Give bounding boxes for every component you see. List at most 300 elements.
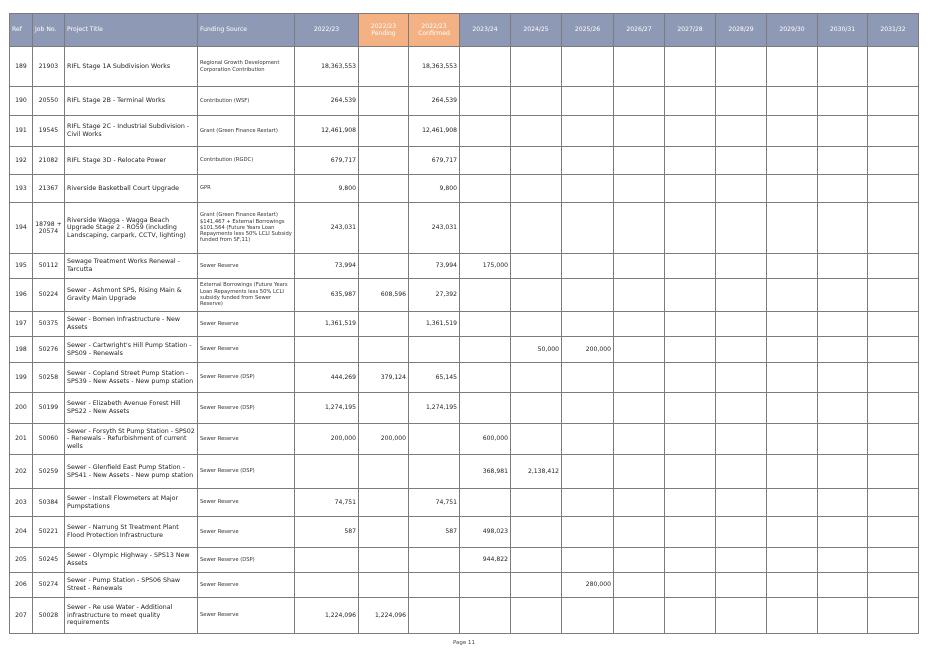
- funding-source-cell: Sewer Reserve: [198, 573, 295, 598]
- value-cell: [460, 47, 511, 87]
- job-no-cell: 19545: [33, 116, 65, 147]
- project-title-cell: RIFL Stage 2B - Terminal Works: [65, 87, 198, 116]
- value-cell: [359, 517, 409, 548]
- value-cell: [868, 254, 919, 279]
- value-cell: 944,822: [460, 548, 511, 573]
- job-no-cell: 50028: [33, 598, 65, 634]
- value-cell: [511, 363, 562, 393]
- value-cell: [716, 337, 767, 363]
- project-title-cell: Sewer - Ashmont SPS, Rising Main & Gravity Main Upgrade: [65, 279, 198, 312]
- value-cell: [767, 489, 818, 517]
- value-cell: [562, 87, 614, 116]
- value-cell: [614, 548, 665, 573]
- value-cell: [614, 393, 665, 424]
- value-cell: [460, 393, 511, 424]
- value-cell: [767, 47, 818, 87]
- value-cell: [359, 87, 409, 116]
- value-cell: [562, 47, 614, 87]
- value-cell: [665, 312, 716, 337]
- header-year-10: 2030/31: [818, 14, 868, 47]
- value-cell: [614, 203, 665, 254]
- value-cell: [818, 147, 868, 175]
- value-cell: [562, 517, 614, 548]
- job-no-cell: 50276: [33, 337, 65, 363]
- value-cell: [868, 337, 919, 363]
- value-cell: [868, 47, 919, 87]
- value-cell: [460, 312, 511, 337]
- value-cell: [614, 254, 665, 279]
- value-cell: [716, 489, 767, 517]
- value-cell: 368,981: [460, 455, 511, 489]
- value-cell: [767, 573, 818, 598]
- value-cell: [716, 116, 767, 147]
- value-cell: 18,363,553: [409, 47, 460, 87]
- value-cell: [767, 175, 818, 203]
- header-year-5: 2025/26: [562, 14, 614, 47]
- ref-cell: 192: [10, 147, 33, 175]
- funding-source-cell: Sewer Reserve: [198, 489, 295, 517]
- value-cell: 1,274,195: [295, 393, 359, 424]
- project-title-cell: Sewer - Bomen Infrastructure - New Assets: [65, 312, 198, 337]
- ref-cell: 190: [10, 87, 33, 116]
- job-no-cell: 50224: [33, 279, 65, 312]
- value-cell: [665, 279, 716, 312]
- value-cell: [409, 455, 460, 489]
- header-year-7: 2027/28: [665, 14, 716, 47]
- funding-source-cell: Sewer Reserve (DSP): [198, 455, 295, 489]
- value-cell: [767, 254, 818, 279]
- value-cell: [716, 254, 767, 279]
- value-cell: 635,987: [295, 279, 359, 312]
- value-cell: [614, 87, 665, 116]
- value-cell: [359, 175, 409, 203]
- funding-source-cell: GPR: [198, 175, 295, 203]
- value-cell: 9,800: [295, 175, 359, 203]
- table-row: [10, 363, 919, 393]
- value-cell: [511, 87, 562, 116]
- value-cell: [767, 147, 818, 175]
- value-cell: [665, 203, 716, 254]
- value-cell: [460, 203, 511, 254]
- value-cell: 200,000: [359, 424, 409, 455]
- value-cell: [562, 489, 614, 517]
- value-cell: 444,269: [295, 363, 359, 393]
- value-cell: [767, 279, 818, 312]
- value-cell: 379,124: [359, 363, 409, 393]
- project-title-cell: RIFL Stage 3D - Relocate Power: [65, 147, 198, 175]
- value-cell: [716, 363, 767, 393]
- job-no-cell: 21903: [33, 47, 65, 87]
- value-cell: [665, 455, 716, 489]
- value-cell: 27,392: [409, 279, 460, 312]
- project-title-cell: Riverside Wagga - Wagga Beach Upgrade Stage 2 - RO59 (including Landscaping, carpark, CCTV, lighting): [65, 203, 198, 254]
- ref-cell: 202: [10, 455, 33, 489]
- table-row: [10, 254, 919, 279]
- funding-source-cell: Sewer Reserve (DSP): [198, 363, 295, 393]
- value-cell: [295, 455, 359, 489]
- value-cell: [818, 337, 868, 363]
- value-cell: [818, 489, 868, 517]
- value-cell: [359, 455, 409, 489]
- job-no-cell: 50274: [33, 573, 65, 598]
- funding-source-cell: Sewer Reserve: [198, 598, 295, 634]
- value-cell: [818, 203, 868, 254]
- value-cell: [562, 424, 614, 455]
- value-cell: [716, 517, 767, 548]
- value-cell: 243,031: [409, 203, 460, 254]
- value-cell: [511, 548, 562, 573]
- value-cell: 280,000: [562, 573, 614, 598]
- value-cell: [716, 424, 767, 455]
- header-year-1: 2022/23 Pending: [359, 14, 409, 47]
- project-title-cell: Sewage Treatment Works Renewal - Tarcutta: [65, 254, 198, 279]
- value-cell: 73,994: [295, 254, 359, 279]
- value-cell: [818, 175, 868, 203]
- value-cell: [818, 393, 868, 424]
- value-cell: [511, 175, 562, 203]
- value-cell: [868, 363, 919, 393]
- table-row: [10, 455, 919, 489]
- value-cell: [868, 279, 919, 312]
- funding-source-cell: Sewer Reserve: [198, 312, 295, 337]
- ref-cell: 207: [10, 598, 33, 634]
- funding-source-cell: Sewer Reserve (DSP): [198, 548, 295, 573]
- funding-source-cell: Sewer Reserve (DSP): [198, 393, 295, 424]
- value-cell: [818, 517, 868, 548]
- value-cell: 200,000: [295, 424, 359, 455]
- table-row: [10, 87, 919, 116]
- value-cell: [614, 312, 665, 337]
- project-title-cell: Sewer - Cartwright's Hill Pump Station - SPS09 - Renewals: [65, 337, 198, 363]
- ref-cell: 200: [10, 393, 33, 424]
- header-year-3: 2023/24: [460, 14, 511, 47]
- ref-cell: 196: [10, 279, 33, 312]
- table-row: [10, 424, 919, 455]
- ref-cell: 195: [10, 254, 33, 279]
- value-cell: [868, 203, 919, 254]
- value-cell: [562, 279, 614, 312]
- value-cell: [460, 87, 511, 116]
- table-row: [10, 47, 919, 87]
- job-no-cell: 21367: [33, 175, 65, 203]
- header-year-11: 2031/32: [868, 14, 919, 47]
- table-header-row: [10, 14, 919, 47]
- value-cell: [614, 598, 665, 634]
- value-cell: [716, 147, 767, 175]
- value-cell: [614, 489, 665, 517]
- table-row: [10, 573, 919, 598]
- project-title-cell: Riverside Basketball Court Upgrade: [65, 175, 198, 203]
- job-no-cell: 18798 + 20574: [33, 203, 65, 254]
- value-cell: [818, 363, 868, 393]
- value-cell: [511, 598, 562, 634]
- value-cell: [562, 147, 614, 175]
- value-cell: [460, 147, 511, 175]
- value-cell: [767, 548, 818, 573]
- funding-source-cell: Regional Growth Development Corporation Contribution: [198, 47, 295, 87]
- job-no-cell: 50221: [33, 517, 65, 548]
- funding-source-cell: Grant (Green Finance Restart): [198, 116, 295, 147]
- value-cell: 264,539: [295, 87, 359, 116]
- header-year-0: 2022/23: [295, 14, 359, 47]
- table-row: [10, 337, 919, 363]
- value-cell: [614, 47, 665, 87]
- funding-source-cell: Sewer Reserve: [198, 424, 295, 455]
- value-cell: [716, 312, 767, 337]
- value-cell: [868, 116, 919, 147]
- value-cell: 9,800: [409, 175, 460, 203]
- value-cell: [716, 598, 767, 634]
- value-cell: [359, 254, 409, 279]
- value-cell: [511, 147, 562, 175]
- project-title-cell: RIFL Stage 2C - Industrial Subdivision - Civil Works: [65, 116, 198, 147]
- value-cell: 12,461,908: [295, 116, 359, 147]
- table-row: [10, 517, 919, 548]
- value-cell: [818, 87, 868, 116]
- job-no-cell: 50375: [33, 312, 65, 337]
- value-cell: [665, 573, 716, 598]
- value-cell: [868, 455, 919, 489]
- value-cell: [562, 116, 614, 147]
- funding-source-cell: Contribution (RGDC): [198, 147, 295, 175]
- project-title-cell: Sewer - Elizabeth Avenue Forest Hill SPS22 - New Assets: [65, 393, 198, 424]
- funding-source-cell: Sewer Reserve: [198, 517, 295, 548]
- value-cell: 587: [295, 517, 359, 548]
- value-cell: [767, 393, 818, 424]
- project-title-cell: Sewer - Forsyth St Pump Station - SPS02 - Renewals - Refurbishment of current wells: [65, 424, 198, 455]
- value-cell: [716, 393, 767, 424]
- ref-cell: 197: [10, 312, 33, 337]
- value-cell: 175,000: [460, 254, 511, 279]
- ref-cell: 201: [10, 424, 33, 455]
- value-cell: [767, 455, 818, 489]
- value-cell: [868, 424, 919, 455]
- value-cell: [767, 424, 818, 455]
- value-cell: [665, 116, 716, 147]
- ref-cell: 194: [10, 203, 33, 254]
- value-cell: [716, 548, 767, 573]
- value-cell: [868, 175, 919, 203]
- value-cell: [665, 598, 716, 634]
- value-cell: 608,596: [359, 279, 409, 312]
- value-cell: [460, 116, 511, 147]
- value-cell: 2,138,412: [511, 455, 562, 489]
- value-cell: [562, 203, 614, 254]
- project-title-cell: Sewer - Copland Street Pump Station - SPS39 - New Assets - New pump station: [65, 363, 198, 393]
- ref-cell: 203: [10, 489, 33, 517]
- job-no-cell: 50060: [33, 424, 65, 455]
- value-cell: [511, 573, 562, 598]
- funding-source-cell: Sewer Reserve: [198, 254, 295, 279]
- value-cell: [868, 517, 919, 548]
- value-cell: [511, 254, 562, 279]
- value-cell: 12,461,908: [409, 116, 460, 147]
- value-cell: 73,994: [409, 254, 460, 279]
- value-cell: 264,539: [409, 87, 460, 116]
- value-cell: [359, 203, 409, 254]
- value-cell: [818, 254, 868, 279]
- project-title-cell: Sewer - Install Flowmeters at Major Pumpstations: [65, 489, 198, 517]
- value-cell: 200,000: [562, 337, 614, 363]
- value-cell: [868, 312, 919, 337]
- project-title-cell: Sewer - Re use Water - Additional infrastructure to meet quality requirements: [65, 598, 198, 634]
- value-cell: 74,751: [409, 489, 460, 517]
- value-cell: [665, 489, 716, 517]
- value-cell: [665, 337, 716, 363]
- value-cell: [665, 175, 716, 203]
- job-no-cell: 50259: [33, 455, 65, 489]
- value-cell: [562, 598, 614, 634]
- value-cell: [665, 254, 716, 279]
- project-title-cell: Sewer - Narrung St Treatment Plant Flood Protection Infrastructure: [65, 517, 198, 548]
- ref-cell: 204: [10, 517, 33, 548]
- header-ref: Ref: [10, 14, 33, 47]
- table-row: [10, 175, 919, 203]
- value-cell: [359, 312, 409, 337]
- value-cell: [716, 573, 767, 598]
- value-cell: [359, 548, 409, 573]
- ref-cell: 199: [10, 363, 33, 393]
- value-cell: 65,145: [409, 363, 460, 393]
- project-title-cell: Sewer - Glenfield East Pump Station - SPS41 - New Assets - New pump station: [65, 455, 198, 489]
- value-cell: [295, 337, 359, 363]
- funding-source-cell: Sewer Reserve: [198, 337, 295, 363]
- ref-cell: 189: [10, 47, 33, 87]
- value-cell: [511, 517, 562, 548]
- value-cell: [818, 573, 868, 598]
- value-cell: [716, 47, 767, 87]
- value-cell: 1,361,519: [409, 312, 460, 337]
- value-cell: [818, 455, 868, 489]
- value-cell: [614, 175, 665, 203]
- value-cell: [614, 147, 665, 175]
- value-cell: [614, 363, 665, 393]
- table-row: [10, 116, 919, 147]
- value-cell: [511, 424, 562, 455]
- project-title-cell: Sewer - Olympic Highway - SPS13 New Assets: [65, 548, 198, 573]
- value-cell: [868, 393, 919, 424]
- value-cell: [716, 279, 767, 312]
- value-cell: [716, 455, 767, 489]
- table-row: [10, 393, 919, 424]
- value-cell: 50,000: [511, 337, 562, 363]
- value-cell: [818, 47, 868, 87]
- value-cell: [614, 455, 665, 489]
- value-cell: [359, 147, 409, 175]
- value-cell: [562, 363, 614, 393]
- value-cell: [460, 573, 511, 598]
- value-cell: [716, 203, 767, 254]
- funding-source-cell: Grant (Green Finance Restart) $141,467 + External Borrowings $101,564 (Future Years Loan Repayments less 50% LCLI Subsidy funded from SF,11): [198, 203, 295, 254]
- value-cell: [818, 598, 868, 634]
- value-cell: 1,224,096: [359, 598, 409, 634]
- value-cell: 18,363,553: [295, 47, 359, 87]
- value-cell: 1,224,096: [295, 598, 359, 634]
- page-number: Page 11: [452, 640, 476, 646]
- value-cell: [511, 393, 562, 424]
- value-cell: [665, 87, 716, 116]
- value-cell: [868, 87, 919, 116]
- header-job-no: Job No.: [33, 14, 65, 47]
- value-cell: [818, 548, 868, 573]
- value-cell: 1,274,195: [409, 393, 460, 424]
- value-cell: 587: [409, 517, 460, 548]
- value-cell: [767, 517, 818, 548]
- value-cell: [767, 116, 818, 147]
- value-cell: [665, 424, 716, 455]
- ref-cell: 193: [10, 175, 33, 203]
- header-year-6: 2026/27: [614, 14, 665, 47]
- value-cell: [409, 573, 460, 598]
- project-title-cell: RIFL Stage 1A Subdivision Works: [65, 47, 198, 87]
- value-cell: [562, 175, 614, 203]
- header-project-title: Project Title: [65, 14, 198, 47]
- value-cell: [818, 424, 868, 455]
- value-cell: [359, 573, 409, 598]
- ref-cell: 205: [10, 548, 33, 573]
- header-year-8: 2028/29: [716, 14, 767, 47]
- value-cell: [511, 116, 562, 147]
- job-no-cell: 21082: [33, 147, 65, 175]
- value-cell: [511, 489, 562, 517]
- value-cell: [665, 393, 716, 424]
- value-cell: [665, 548, 716, 573]
- header-funding-source: Funding Source: [198, 14, 295, 47]
- value-cell: [562, 254, 614, 279]
- value-cell: [614, 337, 665, 363]
- value-cell: [511, 279, 562, 312]
- value-cell: [460, 489, 511, 517]
- value-cell: [767, 337, 818, 363]
- header-year-9: 2029/30: [767, 14, 818, 47]
- funding-source-cell: Contribution (WSF): [198, 87, 295, 116]
- value-cell: [359, 337, 409, 363]
- value-cell: [614, 517, 665, 548]
- capital-works-table: [9, 13, 919, 634]
- value-cell: [562, 548, 614, 573]
- value-cell: [614, 573, 665, 598]
- value-cell: [665, 147, 716, 175]
- value-cell: [868, 573, 919, 598]
- ref-cell: 198: [10, 337, 33, 363]
- value-cell: [409, 424, 460, 455]
- job-no-cell: 50384: [33, 489, 65, 517]
- table-row: [10, 598, 919, 634]
- value-cell: [614, 279, 665, 312]
- value-cell: [562, 312, 614, 337]
- value-cell: [767, 598, 818, 634]
- value-cell: [614, 116, 665, 147]
- value-cell: [359, 47, 409, 87]
- value-cell: [868, 598, 919, 634]
- value-cell: [818, 279, 868, 312]
- value-cell: [868, 548, 919, 573]
- value-cell: 679,717: [409, 147, 460, 175]
- table-row: [10, 279, 919, 312]
- funding-source-cell: External Borrowings (Future Years Loan Repayments less 50% LCLI subsidy funded from Sewer Reserve): [198, 279, 295, 312]
- value-cell: [460, 363, 511, 393]
- value-cell: [409, 598, 460, 634]
- value-cell: [665, 363, 716, 393]
- value-cell: [868, 147, 919, 175]
- table-row: [10, 147, 919, 175]
- value-cell: [767, 203, 818, 254]
- value-cell: [460, 279, 511, 312]
- value-cell: [818, 312, 868, 337]
- value-cell: [665, 517, 716, 548]
- value-cell: 1,361,519: [295, 312, 359, 337]
- value-cell: [767, 312, 818, 337]
